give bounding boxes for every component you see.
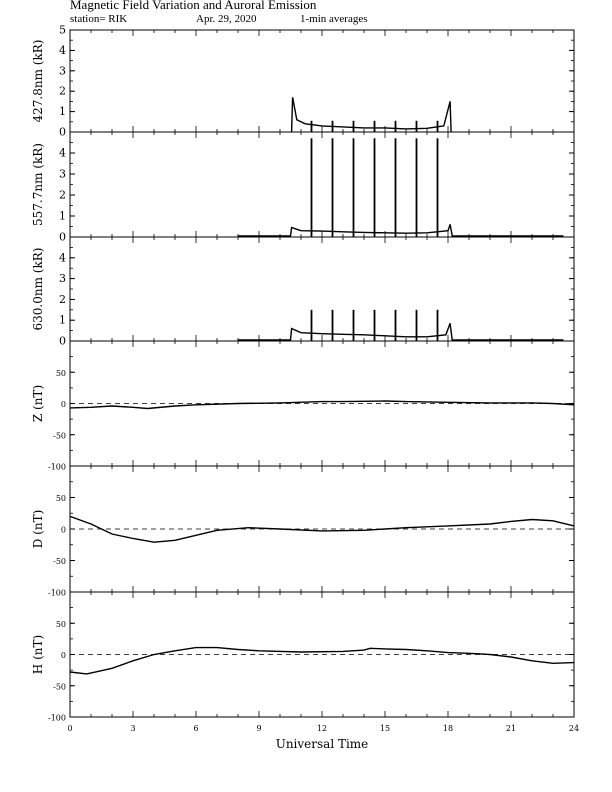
y-tick-label: 4 xyxy=(59,251,66,265)
y-tick-label: 0 xyxy=(60,400,66,409)
y-axis-label-p4278: 427.8nm (kR) xyxy=(31,39,45,123)
x-tick-label: 18 xyxy=(442,724,454,733)
x-tick-label: 21 xyxy=(505,724,517,733)
y-tick-label: -100 xyxy=(48,462,66,472)
y-axis-label-p6300: 630.0nm (kR) xyxy=(31,247,45,331)
x-tick-label: 9 xyxy=(256,724,262,733)
y-tick-label: 2 xyxy=(59,84,66,98)
x-tick-label: 0 xyxy=(67,724,73,733)
x-tick-label: 12 xyxy=(316,724,328,733)
series-line-p4278 xyxy=(292,97,452,132)
y-tick-label: 3 xyxy=(59,272,66,286)
y-tick-label: 2 xyxy=(59,188,66,202)
y-tick-label: 1 xyxy=(59,313,66,327)
y-tick-label: 4 xyxy=(59,146,66,160)
series-line-pH xyxy=(70,648,574,674)
y-tick-label: -50 xyxy=(53,431,66,441)
y-tick-label: 4 xyxy=(59,43,66,57)
y-tick-label: 0 xyxy=(59,230,66,244)
x-axis-label: Universal Time xyxy=(275,737,369,751)
y-tick-label: -50 xyxy=(53,682,66,692)
y-axis-label-p5577: 557.7nm (kR) xyxy=(31,143,45,226)
panel-frame-p5577 xyxy=(70,132,574,237)
y-tick-label: 3 xyxy=(59,64,66,78)
y-tick-label: 2 xyxy=(59,292,66,306)
y-tick-label: 5 xyxy=(59,23,66,37)
y-tick-label: 0 xyxy=(59,125,66,139)
chart-title: Magnetic Field Variation and Auroral Emission xyxy=(70,0,317,12)
panel-frame-p6300 xyxy=(70,237,574,341)
y-tick-label: 50 xyxy=(55,619,66,629)
y-axis-label-pD: D (nT) xyxy=(31,509,45,549)
panel-frame-p4278 xyxy=(70,30,574,132)
y-tick-label: -100 xyxy=(48,588,66,598)
station-label: station= RIK xyxy=(70,13,128,25)
y-axis-label-pH: H (nT) xyxy=(31,634,45,675)
date-label: Apr. 29, 2020 xyxy=(196,13,257,25)
x-tick-label: 6 xyxy=(193,724,199,733)
y-tick-label: 0 xyxy=(60,525,66,535)
x-tick-label: 3 xyxy=(130,724,136,733)
y-tick-label: -100 xyxy=(48,713,66,723)
y-tick-label: 0 xyxy=(60,651,66,660)
y-tick-label: -50 xyxy=(53,557,66,566)
x-tick-label: 15 xyxy=(379,724,391,733)
series-line-pZ xyxy=(70,401,574,409)
x-tick-label: 24 xyxy=(568,724,580,733)
y-tick-label: 50 xyxy=(55,494,66,503)
y-tick-label: 1 xyxy=(59,105,66,119)
y-tick-label: 50 xyxy=(55,368,66,378)
averaging-label: 1-min averages xyxy=(300,13,368,25)
y-tick-label: 3 xyxy=(59,167,66,181)
y-tick-label: 0 xyxy=(59,334,66,348)
series-line-p5577 xyxy=(238,224,564,236)
series-line-p6300 xyxy=(238,323,564,340)
y-tick-label: 1 xyxy=(59,209,66,223)
y-axis-label-pZ: Z (nT) xyxy=(31,384,45,423)
